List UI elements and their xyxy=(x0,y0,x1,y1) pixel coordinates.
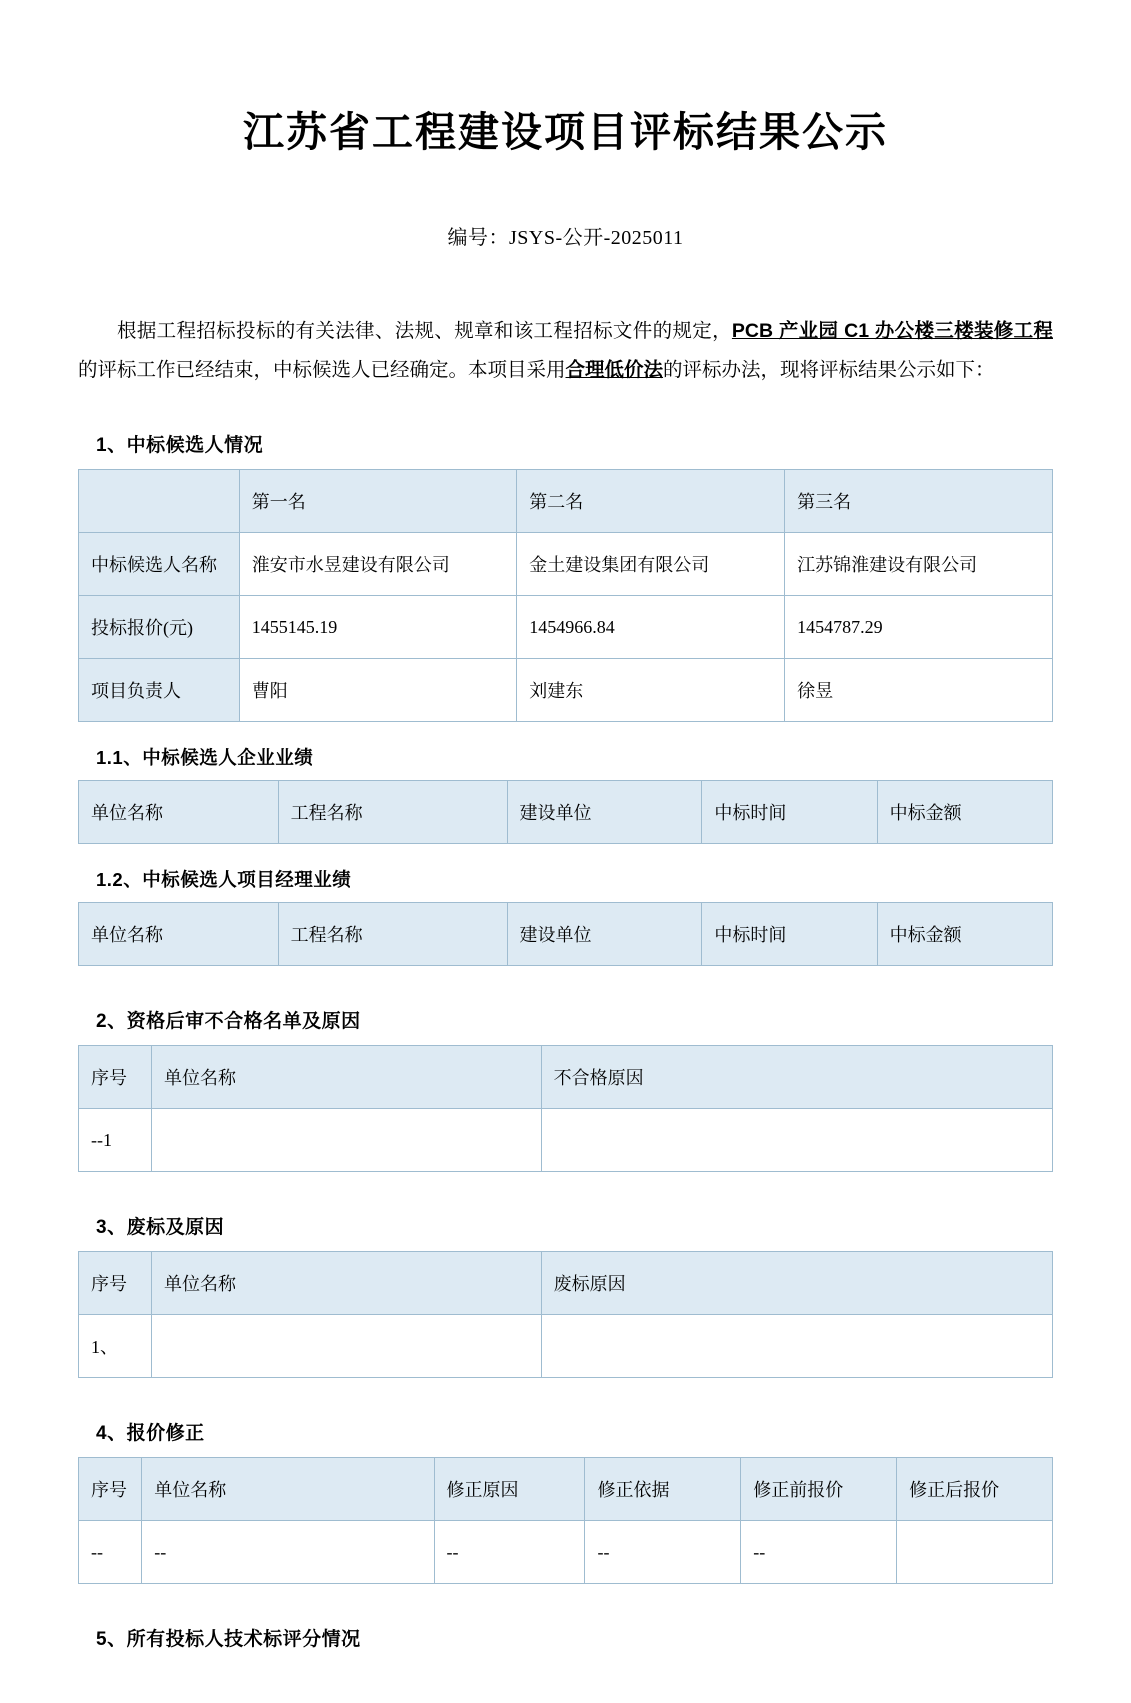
table-cell: 刘建东 xyxy=(517,659,785,722)
table-cell xyxy=(152,1109,542,1172)
table-header-cell: 不合格原因 xyxy=(541,1046,1052,1109)
row-label: 投标报价(元) xyxy=(79,596,240,659)
table-cell xyxy=(541,1109,1052,1172)
price-correction-table xyxy=(78,1457,1053,1584)
table-header-row xyxy=(79,1252,1053,1315)
section-heading-2: 2、资格后审不合格名单及原因 xyxy=(96,1011,361,1033)
table-header-cell: 修正后报价 xyxy=(897,1458,1053,1521)
intro-project-name: PCB 产业园 C1 办公楼三楼装修工程 xyxy=(731,320,1053,343)
table-cell: -- xyxy=(79,1521,142,1584)
table-cell: -- xyxy=(142,1521,434,1584)
table-header-cell: 中标金额 xyxy=(877,781,1052,844)
table-cell: 1、 xyxy=(79,1315,152,1378)
row-label: 中标候选人名称 xyxy=(79,533,240,596)
section-heading-4: 4、报价修正 xyxy=(96,1423,205,1445)
table-header-cell: 第二名 xyxy=(517,470,785,533)
table-cell: -- xyxy=(585,1521,741,1584)
table-header-cell: 中标时间 xyxy=(702,781,877,844)
manager-performance-table xyxy=(78,902,1053,966)
table-header-cell: 建设单位 xyxy=(507,781,702,844)
table-cell: 江苏锦淮建设有限公司 xyxy=(785,533,1053,596)
document-number: 编号：JSYS-公开-2025011 xyxy=(447,227,684,250)
table-header-cell: 修正依据 xyxy=(585,1458,741,1521)
intro-evaluation-method: 合理低价法 xyxy=(565,360,664,382)
table-header-cell: 中标时间 xyxy=(702,903,877,966)
table-header-cell: 修正原因 xyxy=(434,1458,585,1521)
table-header-cell xyxy=(79,470,240,533)
table-row xyxy=(79,1109,1053,1172)
table-cell xyxy=(541,1315,1052,1378)
table-header-cell: 工程名称 xyxy=(278,903,507,966)
table-header-cell: 单位名称 xyxy=(79,903,279,966)
table-header-cell: 单位名称 xyxy=(142,1458,434,1521)
table-cell: 1455145.19 xyxy=(239,596,517,659)
table-cell: 淮安市水昱建设有限公司 xyxy=(239,533,517,596)
table-row xyxy=(79,596,1053,659)
table-header-cell: 废标原因 xyxy=(541,1252,1052,1315)
section-heading-1-2: 1.2、中标候选人项目经理业绩 xyxy=(96,869,352,891)
table-cell: 1454966.84 xyxy=(517,596,785,659)
page-title: 江苏省工程建设项目评标结果公示 xyxy=(243,109,888,155)
table-cell: -- xyxy=(741,1521,897,1584)
row-label: 项目负责人 xyxy=(79,659,240,722)
table-header-cell: 序号 xyxy=(79,1458,142,1521)
table-cell xyxy=(897,1521,1053,1584)
intro-text-part2: 的评标工作已经结束，中标候选人已经确定。本项目采用 xyxy=(78,360,566,382)
table-header-cell: 单位名称 xyxy=(152,1252,542,1315)
enterprise-performance-table xyxy=(78,780,1053,844)
table-row xyxy=(79,659,1053,722)
intro-text-part1: 根据工程招标投标的有关法律、法规、规章和该工程招标文件的规定， xyxy=(117,321,732,343)
table-header-row xyxy=(79,470,1053,533)
table-cell: 曹阳 xyxy=(239,659,517,722)
table-header-cell: 中标金额 xyxy=(877,903,1052,966)
table-header-cell: 工程名称 xyxy=(278,781,507,844)
table-cell: 1454787.29 xyxy=(785,596,1053,659)
section-heading-1-1: 1.1、中标候选人企业业绩 xyxy=(96,747,314,769)
table-cell xyxy=(152,1315,542,1378)
table-header-row xyxy=(79,1458,1053,1521)
section-heading-3: 3、废标及原因 xyxy=(96,1217,225,1239)
section-heading-1: 1、中标候选人情况 xyxy=(96,435,264,457)
table-header-cell: 修正前报价 xyxy=(741,1458,897,1521)
table-header-row xyxy=(79,903,1053,966)
table-header-cell: 序号 xyxy=(79,1046,152,1109)
candidates-table xyxy=(78,469,1053,722)
section-heading-5: 5、所有投标人技术标评分情况 xyxy=(96,1629,361,1651)
intro-text-part3: 的评标办法，现将评标结果公示如下： xyxy=(663,360,995,382)
table-cell: 徐昱 xyxy=(785,659,1053,722)
table-cell: 金土建设集团有限公司 xyxy=(517,533,785,596)
table-row xyxy=(79,533,1053,596)
table-cell: -- xyxy=(434,1521,585,1584)
table-header-row xyxy=(79,1046,1053,1109)
table-header-cell: 单位名称 xyxy=(79,781,279,844)
table-header-cell: 序号 xyxy=(79,1252,152,1315)
intro-paragraph xyxy=(78,312,1053,390)
table-header-cell: 第三名 xyxy=(785,470,1053,533)
table-cell: --1 xyxy=(79,1109,152,1172)
table-row xyxy=(79,1315,1053,1378)
table-row xyxy=(79,1521,1053,1584)
table-header-cell: 单位名称 xyxy=(152,1046,542,1109)
table-header-cell: 建设单位 xyxy=(507,903,702,966)
table-header-row xyxy=(79,781,1053,844)
rejected-bids-table xyxy=(78,1251,1053,1378)
disqualified-table xyxy=(78,1045,1053,1172)
table-header-cell: 第一名 xyxy=(239,470,517,533)
